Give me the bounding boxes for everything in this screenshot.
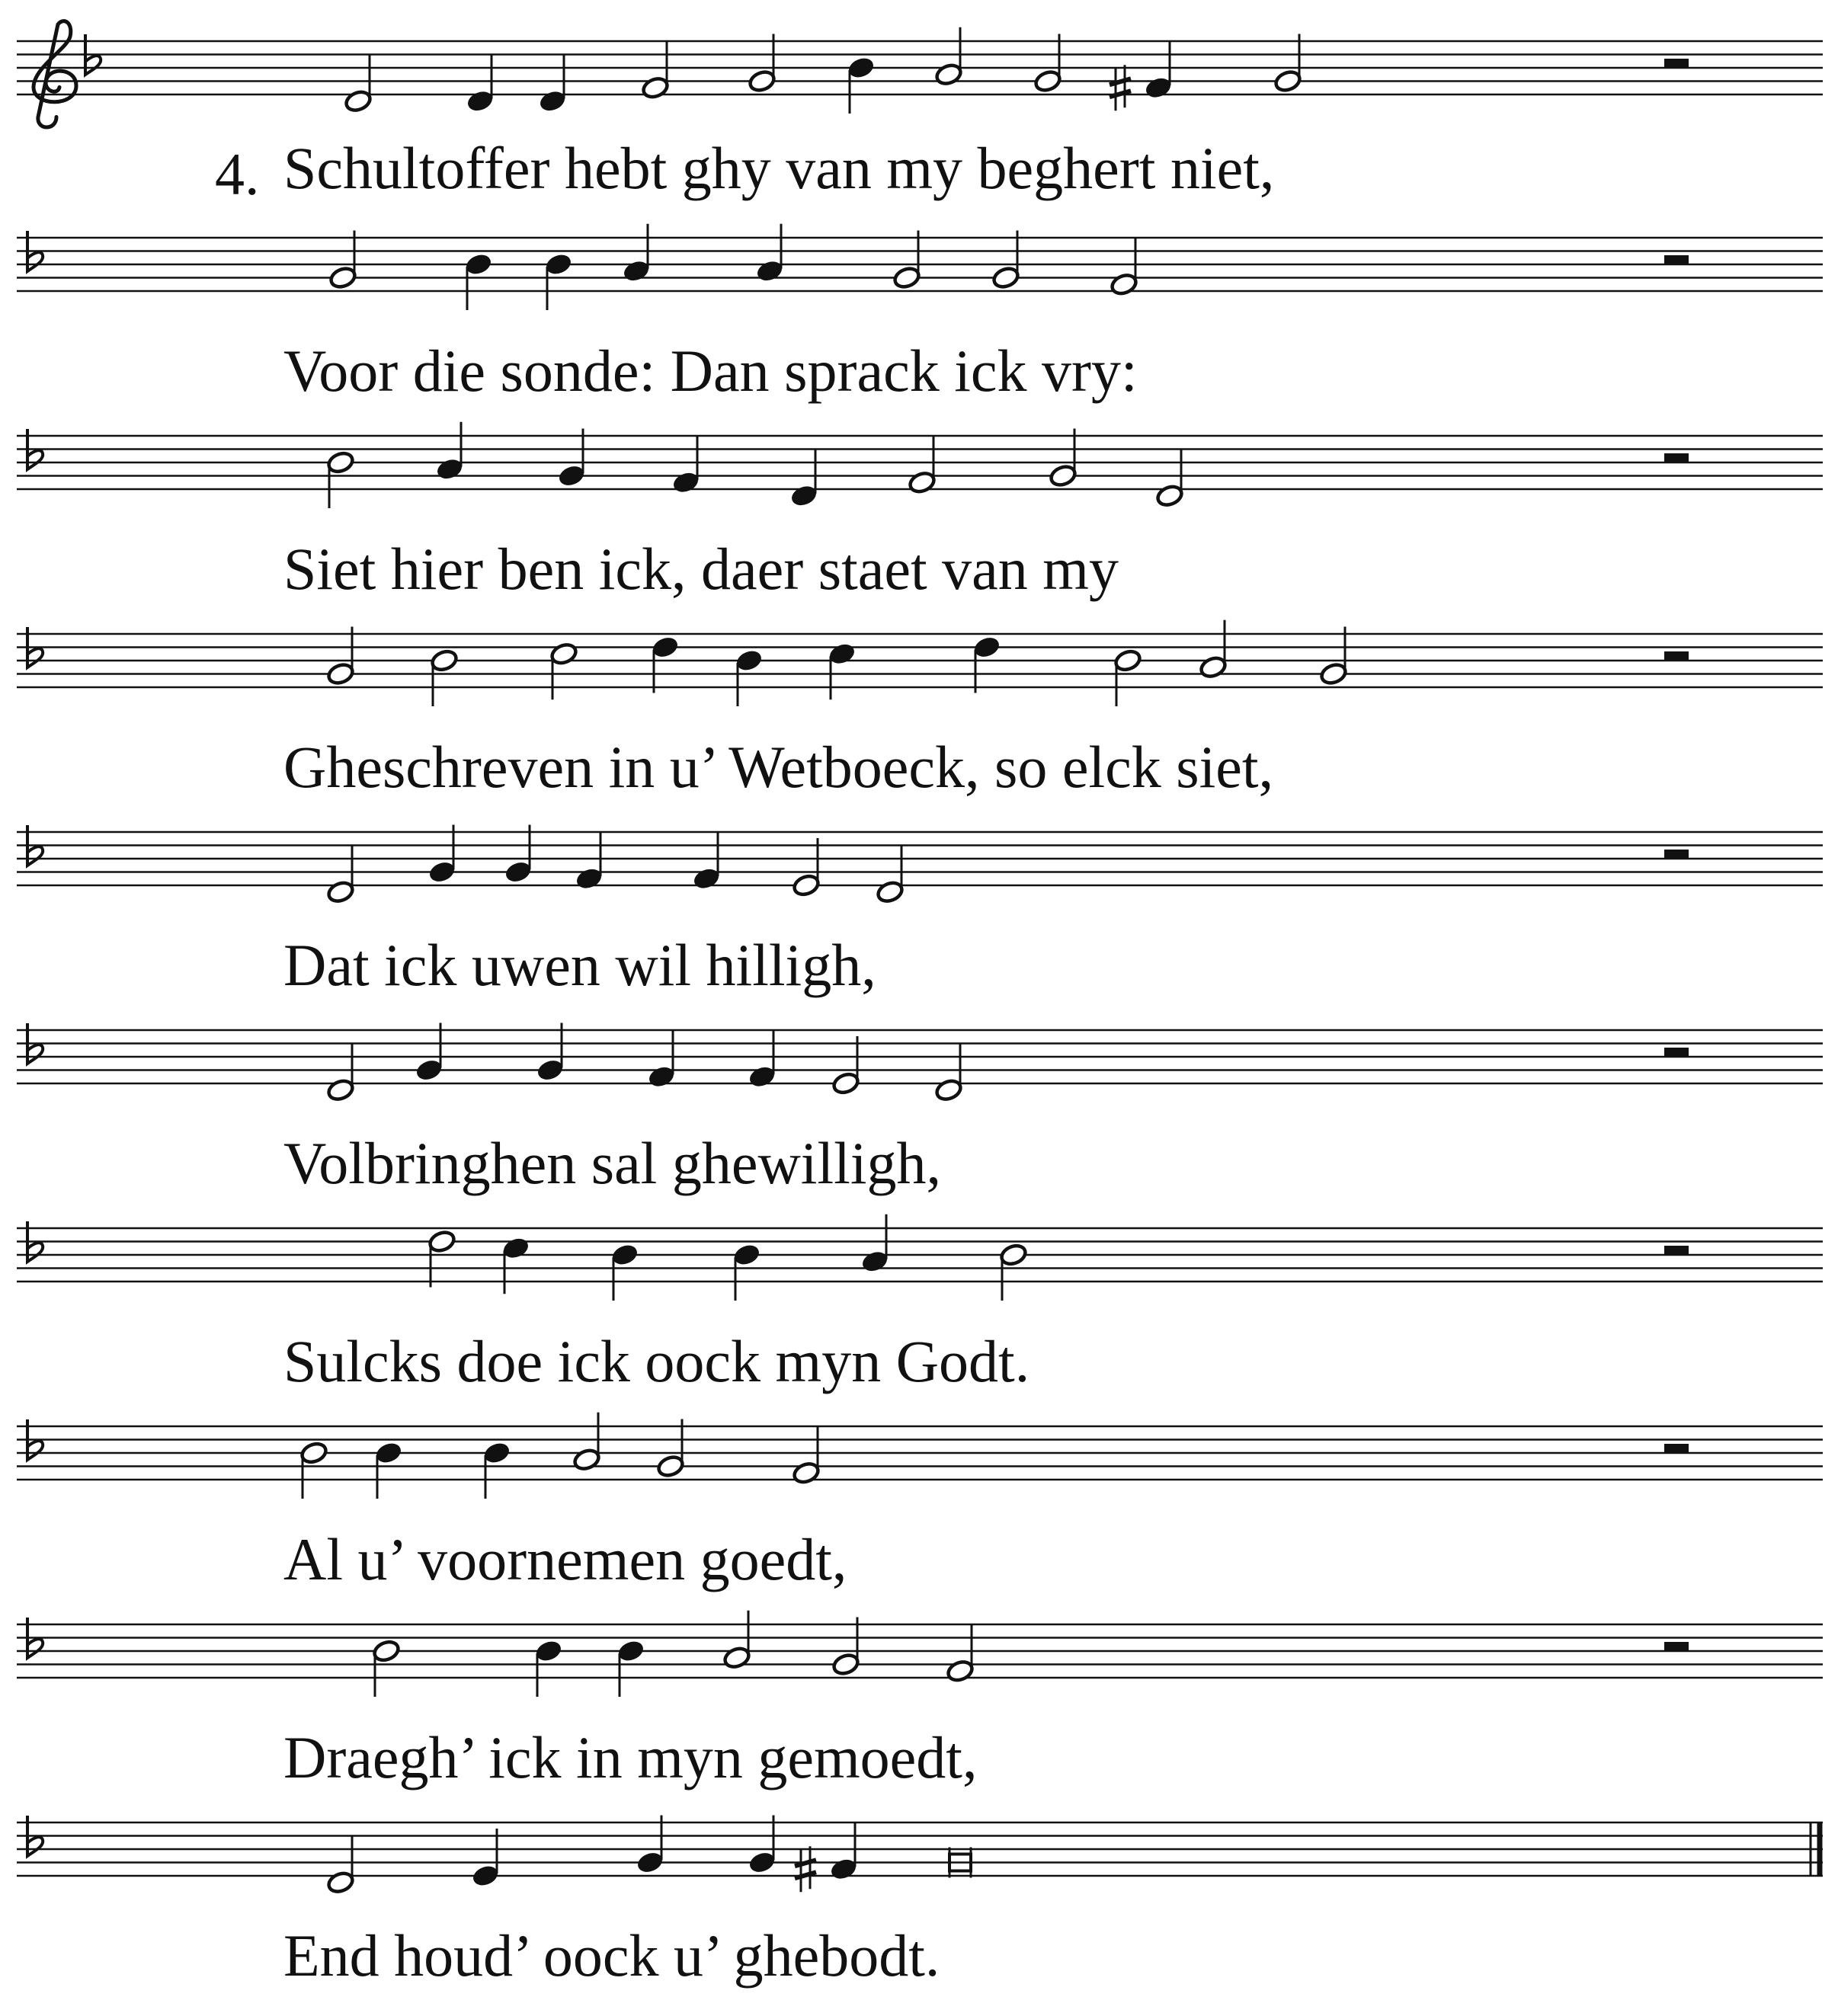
note xyxy=(1199,620,1228,680)
note xyxy=(466,54,495,114)
note xyxy=(536,1023,565,1083)
note xyxy=(636,1816,664,1875)
note xyxy=(934,27,963,87)
note xyxy=(1033,34,1062,94)
note xyxy=(326,450,355,508)
note xyxy=(847,56,876,114)
lyric-line: Schultoffer hebt ghy van my beghert niet, xyxy=(283,135,1275,201)
note xyxy=(427,1229,456,1287)
note xyxy=(831,1036,860,1096)
note xyxy=(328,231,357,290)
note xyxy=(792,1426,821,1485)
note xyxy=(344,54,373,114)
note xyxy=(430,648,459,706)
note xyxy=(860,1214,889,1274)
note xyxy=(1110,237,1138,296)
note xyxy=(622,224,651,283)
note xyxy=(999,1243,1028,1301)
verse-number: 4. xyxy=(215,141,260,207)
staff-system xyxy=(17,1023,1823,1102)
note xyxy=(415,1023,443,1083)
note xyxy=(501,1236,530,1294)
note xyxy=(482,1441,511,1499)
note xyxy=(647,1029,676,1089)
half-rest-icon xyxy=(1664,453,1689,462)
note xyxy=(504,825,533,885)
note xyxy=(326,1835,355,1895)
note xyxy=(735,648,764,706)
staff-system xyxy=(17,21,1823,127)
treble-clef-icon xyxy=(34,21,76,127)
note xyxy=(544,252,573,310)
half-rest-icon xyxy=(1664,1048,1689,1057)
half-rest-icon xyxy=(1664,255,1689,264)
note xyxy=(876,845,905,904)
note xyxy=(427,825,456,885)
note xyxy=(722,1611,751,1670)
note xyxy=(549,642,578,699)
note xyxy=(748,34,777,94)
staff-system xyxy=(17,1413,1823,1499)
lyric-line: Gheschreven in u’ Wetboeck, so elck siet, xyxy=(283,734,1274,800)
note xyxy=(538,54,567,114)
staff-system xyxy=(17,1611,1823,1697)
note xyxy=(1113,648,1142,706)
note xyxy=(326,627,355,686)
note xyxy=(732,1243,761,1301)
lyric-line: Al u’ voornemen goedt, xyxy=(283,1526,847,1592)
lyric-line: End houd’ oock u’ ghebodt. xyxy=(283,1922,940,1989)
note xyxy=(575,831,604,891)
note xyxy=(372,1639,401,1697)
lyric-line: Dat ick uwen wil hilligh, xyxy=(283,932,876,998)
note xyxy=(326,845,355,904)
note xyxy=(748,1816,777,1875)
note xyxy=(557,429,586,488)
half-rest-icon xyxy=(1664,1642,1689,1651)
note xyxy=(991,231,1020,290)
note xyxy=(651,635,680,693)
note xyxy=(610,1243,639,1301)
half-rest-icon xyxy=(1664,1246,1689,1255)
note xyxy=(374,1441,403,1499)
note xyxy=(934,1043,963,1102)
sharp-sign-icon xyxy=(1110,65,1131,110)
half-rest-icon xyxy=(1664,651,1689,661)
half-rest-icon xyxy=(1664,850,1689,859)
note xyxy=(1273,34,1302,94)
staff-system xyxy=(17,1816,1823,1895)
note xyxy=(792,838,821,898)
note xyxy=(972,635,1001,693)
sharp-sign-icon xyxy=(795,1846,816,1892)
note xyxy=(908,435,937,494)
note xyxy=(795,1822,858,1892)
note xyxy=(946,1624,975,1683)
note xyxy=(1319,627,1348,686)
note xyxy=(572,1413,601,1472)
note xyxy=(471,1829,500,1888)
staff-system xyxy=(17,825,1823,904)
note xyxy=(828,642,857,699)
note xyxy=(789,449,818,508)
note xyxy=(892,231,921,290)
note xyxy=(616,1639,645,1697)
staff-system xyxy=(17,1214,1823,1301)
half-rest-icon xyxy=(1664,1444,1689,1453)
note xyxy=(748,1029,777,1089)
note xyxy=(755,224,784,283)
note xyxy=(831,1618,860,1677)
half-rest-icon xyxy=(1664,59,1689,68)
staff-system xyxy=(17,422,1823,508)
lyric-line: Voor die sonde: Dan sprack ick vry: xyxy=(283,338,1138,404)
lyric-line: Draegh’ ick in myn gemoedt, xyxy=(283,1724,978,1790)
note xyxy=(435,422,464,482)
note xyxy=(534,1639,563,1697)
note xyxy=(1049,429,1078,488)
note xyxy=(641,40,670,100)
note xyxy=(464,252,493,310)
note xyxy=(692,831,721,891)
lyric-line: Sulcks doe ick oock myn Godt. xyxy=(283,1328,1030,1394)
staff-system xyxy=(17,224,1823,310)
note xyxy=(656,1419,685,1479)
note xyxy=(299,1441,328,1499)
note xyxy=(326,1043,355,1102)
staff-system xyxy=(17,620,1823,706)
note xyxy=(671,435,700,494)
note xyxy=(1110,40,1173,110)
note xyxy=(1155,449,1184,508)
lyric-line: Siet hier ben ick, daer staet van my xyxy=(283,536,1119,602)
lyric-line: Volbringhen sal ghewilligh, xyxy=(283,1130,941,1196)
